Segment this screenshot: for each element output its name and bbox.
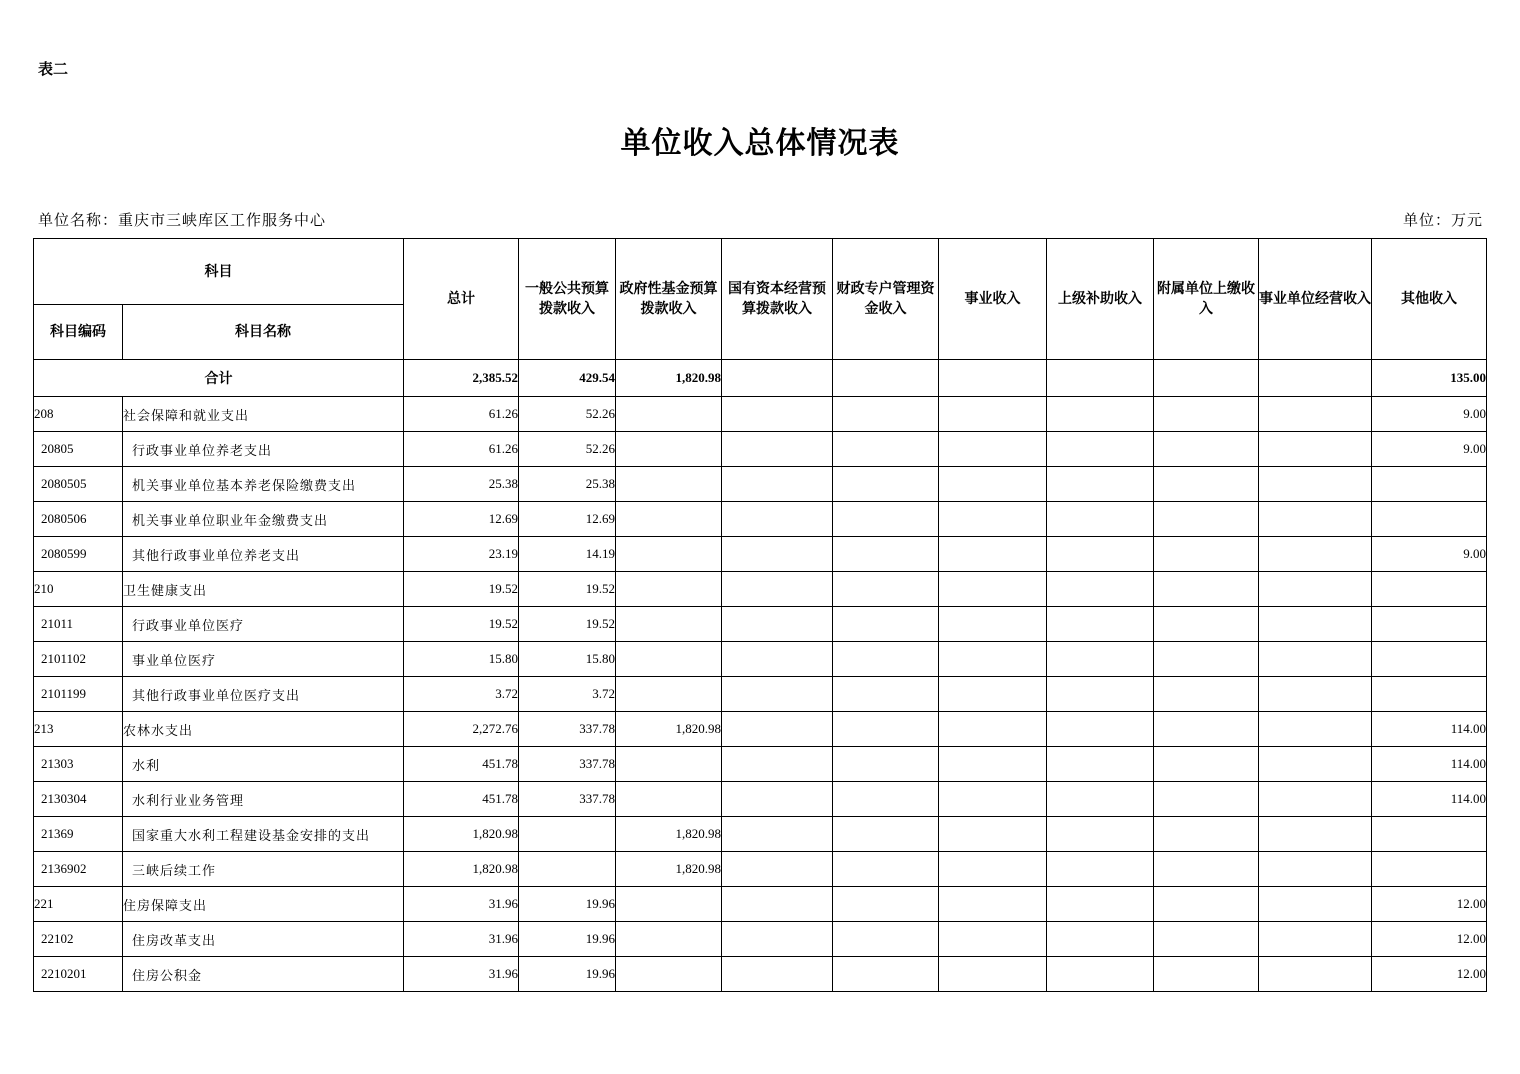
cell-other-income: 9.00 bbox=[1372, 432, 1487, 467]
cell-total: 3.72 bbox=[404, 677, 519, 712]
total-cell-gov-fund: 1,820.98 bbox=[616, 360, 722, 397]
cell-business-income bbox=[939, 677, 1047, 712]
subject-code-cell: 21011 bbox=[34, 607, 123, 642]
total-cell-state-capital bbox=[722, 360, 833, 397]
table-row bbox=[34, 537, 1487, 572]
unit-measure: 单位：万元 bbox=[1402, 211, 1483, 229]
table-row bbox=[34, 712, 1487, 747]
cell-affiliated-income bbox=[1154, 397, 1259, 432]
table-row bbox=[34, 467, 1487, 502]
cell-operating-income bbox=[1259, 537, 1372, 572]
cell-operating-income bbox=[1259, 817, 1372, 852]
cell-general-budget: 52.26 bbox=[519, 397, 616, 432]
cell-general-budget: 337.78 bbox=[519, 747, 616, 782]
cell-business-income bbox=[939, 642, 1047, 677]
cell-other-income: 9.00 bbox=[1372, 537, 1487, 572]
total-cell-other-income: 135.00 bbox=[1372, 360, 1487, 397]
cell-general-budget bbox=[519, 817, 616, 852]
cell-other-income bbox=[1372, 467, 1487, 502]
cell-business-income bbox=[939, 887, 1047, 922]
cell-affiliated-income bbox=[1154, 747, 1259, 782]
subject-code-cell: 208 bbox=[34, 397, 123, 432]
cell-operating-income bbox=[1259, 887, 1372, 922]
subject-code-cell: 2101102 bbox=[34, 642, 123, 677]
cell-other-income: 12.00 bbox=[1372, 957, 1487, 992]
cell-gov-fund bbox=[616, 887, 722, 922]
cell-state-capital bbox=[722, 817, 833, 852]
header-gov-fund: 政府性基金预算拨款收入 bbox=[616, 239, 722, 360]
cell-gov-fund bbox=[616, 467, 722, 502]
subject-code-cell: 2080506 bbox=[34, 502, 123, 537]
table-row bbox=[34, 572, 1487, 607]
subject-name-cell: 机关事业单位职业年金缴费支出 bbox=[123, 502, 404, 537]
cell-gov-fund bbox=[616, 397, 722, 432]
income-table bbox=[33, 238, 1487, 992]
cell-state-capital bbox=[722, 642, 833, 677]
total-cell-general-budget: 429.54 bbox=[519, 360, 616, 397]
subject-name-cell: 住房保障支出 bbox=[123, 887, 404, 922]
cell-affiliated-income bbox=[1154, 642, 1259, 677]
cell-affiliated-income bbox=[1154, 782, 1259, 817]
subject-code-cell: 221 bbox=[34, 887, 123, 922]
cell-superior-subsidy bbox=[1047, 922, 1154, 957]
cell-fiscal-special bbox=[833, 922, 939, 957]
cell-superior-subsidy bbox=[1047, 467, 1154, 502]
cell-state-capital bbox=[722, 537, 833, 572]
total-label: 合计 bbox=[34, 360, 404, 397]
subject-name-cell: 卫生健康支出 bbox=[123, 572, 404, 607]
subject-code-cell: 22102 bbox=[34, 922, 123, 957]
header-other-income: 其他收入 bbox=[1372, 239, 1487, 360]
cell-gov-fund bbox=[616, 747, 722, 782]
cell-other-income: 114.00 bbox=[1372, 782, 1487, 817]
cell-affiliated-income bbox=[1154, 887, 1259, 922]
cell-total: 451.78 bbox=[404, 782, 519, 817]
cell-state-capital bbox=[722, 852, 833, 887]
cell-gov-fund: 1,820.98 bbox=[616, 712, 722, 747]
total-cell-affiliated-income bbox=[1154, 360, 1259, 397]
cell-fiscal-special bbox=[833, 957, 939, 992]
header-affiliated-income: 附属单位上缴收入 bbox=[1154, 239, 1259, 360]
cell-state-capital bbox=[722, 467, 833, 502]
cell-business-income bbox=[939, 782, 1047, 817]
cell-affiliated-income bbox=[1154, 677, 1259, 712]
cell-state-capital bbox=[722, 607, 833, 642]
cell-operating-income bbox=[1259, 397, 1372, 432]
unit-name: 单位名称：重庆市三峡库区工作服务中心 bbox=[38, 211, 327, 229]
cell-fiscal-special bbox=[833, 747, 939, 782]
total-row bbox=[34, 360, 1487, 397]
cell-affiliated-income bbox=[1154, 572, 1259, 607]
cell-other-income bbox=[1372, 852, 1487, 887]
cell-total: 31.96 bbox=[404, 887, 519, 922]
cell-business-income bbox=[939, 712, 1047, 747]
table-row bbox=[34, 747, 1487, 782]
cell-gov-fund: 1,820.98 bbox=[616, 817, 722, 852]
cell-other-income bbox=[1372, 572, 1487, 607]
subject-name-cell: 机关事业单位基本养老保险缴费支出 bbox=[123, 467, 404, 502]
cell-gov-fund bbox=[616, 922, 722, 957]
cell-state-capital bbox=[722, 922, 833, 957]
cell-superior-subsidy bbox=[1047, 782, 1154, 817]
cell-operating-income bbox=[1259, 432, 1372, 467]
cell-other-income: 12.00 bbox=[1372, 887, 1487, 922]
page-title: 单位收入总体情况表 bbox=[620, 126, 900, 161]
cell-general-budget: 15.80 bbox=[519, 642, 616, 677]
cell-state-capital bbox=[722, 677, 833, 712]
cell-superior-subsidy bbox=[1047, 852, 1154, 887]
cell-business-income bbox=[939, 397, 1047, 432]
total-cell-business-income bbox=[939, 360, 1047, 397]
subject-code-cell: 21369 bbox=[34, 817, 123, 852]
cell-total: 61.26 bbox=[404, 432, 519, 467]
cell-gov-fund bbox=[616, 607, 722, 642]
cell-gov-fund bbox=[616, 537, 722, 572]
cell-fiscal-special bbox=[833, 817, 939, 852]
table-row bbox=[34, 852, 1487, 887]
header-general-budget: 一般公共预算拨款收入 bbox=[519, 239, 616, 360]
cell-operating-income bbox=[1259, 852, 1372, 887]
subject-name-cell: 水利 bbox=[123, 747, 404, 782]
subject-code-cell: 2080599 bbox=[34, 537, 123, 572]
cell-superior-subsidy bbox=[1047, 642, 1154, 677]
header-total: 总计 bbox=[404, 239, 519, 360]
header-subject: 科目 bbox=[34, 239, 404, 305]
cell-other-income: 114.00 bbox=[1372, 747, 1487, 782]
cell-general-budget: 3.72 bbox=[519, 677, 616, 712]
header-business-income: 事业收入 bbox=[939, 239, 1047, 360]
total-cell-superior-subsidy bbox=[1047, 360, 1154, 397]
cell-business-income bbox=[939, 747, 1047, 782]
subject-name-cell: 社会保障和就业支出 bbox=[123, 397, 404, 432]
subject-code-cell: 2080505 bbox=[34, 467, 123, 502]
subject-name-cell: 住房公积金 bbox=[123, 957, 404, 992]
cell-state-capital bbox=[722, 397, 833, 432]
table-label: 表二 bbox=[38, 60, 69, 78]
cell-affiliated-income bbox=[1154, 537, 1259, 572]
header-state-capital: 国有资本经营预算拨款收入 bbox=[722, 239, 833, 360]
subject-name-cell: 农林水支出 bbox=[123, 712, 404, 747]
cell-fiscal-special bbox=[833, 782, 939, 817]
table-row bbox=[34, 817, 1487, 852]
header-superior-subsidy: 上级补助收入 bbox=[1047, 239, 1154, 360]
subject-name-cell: 行政事业单位养老支出 bbox=[123, 432, 404, 467]
cell-gov-fund bbox=[616, 677, 722, 712]
cell-business-income bbox=[939, 537, 1047, 572]
subject-code-cell: 2130304 bbox=[34, 782, 123, 817]
cell-state-capital bbox=[722, 782, 833, 817]
cell-total: 23.19 bbox=[404, 537, 519, 572]
header-subject-name: 科目名称 bbox=[123, 305, 404, 360]
cell-affiliated-income bbox=[1154, 957, 1259, 992]
cell-state-capital bbox=[722, 957, 833, 992]
cell-total: 19.52 bbox=[404, 607, 519, 642]
cell-general-budget: 337.78 bbox=[519, 782, 616, 817]
cell-total: 1,820.98 bbox=[404, 817, 519, 852]
cell-operating-income bbox=[1259, 957, 1372, 992]
cell-state-capital bbox=[722, 502, 833, 537]
table-row bbox=[34, 642, 1487, 677]
cell-business-income bbox=[939, 852, 1047, 887]
cell-other-income: 114.00 bbox=[1372, 712, 1487, 747]
header-subject-code: 科目编码 bbox=[34, 305, 123, 360]
cell-general-budget: 12.69 bbox=[519, 502, 616, 537]
cell-operating-income bbox=[1259, 642, 1372, 677]
cell-fiscal-special bbox=[833, 677, 939, 712]
subject-code-cell: 21303 bbox=[34, 747, 123, 782]
subject-name-cell: 其他行政事业单位养老支出 bbox=[123, 537, 404, 572]
cell-other-income bbox=[1372, 607, 1487, 642]
cell-affiliated-income bbox=[1154, 607, 1259, 642]
cell-general-budget: 52.26 bbox=[519, 432, 616, 467]
cell-total: 12.69 bbox=[404, 502, 519, 537]
subject-code-cell: 2136902 bbox=[34, 852, 123, 887]
table-row bbox=[34, 922, 1487, 957]
cell-total: 19.52 bbox=[404, 572, 519, 607]
cell-business-income bbox=[939, 957, 1047, 992]
cell-total: 2,272.76 bbox=[404, 712, 519, 747]
subject-name-cell: 三峡后续工作 bbox=[123, 852, 404, 887]
cell-affiliated-income bbox=[1154, 817, 1259, 852]
cell-total: 31.96 bbox=[404, 957, 519, 992]
cell-other-income bbox=[1372, 817, 1487, 852]
cell-other-income bbox=[1372, 642, 1487, 677]
cell-fiscal-special bbox=[833, 572, 939, 607]
subject-name-cell: 行政事业单位医疗 bbox=[123, 607, 404, 642]
cell-operating-income bbox=[1259, 467, 1372, 502]
cell-operating-income bbox=[1259, 747, 1372, 782]
cell-fiscal-special bbox=[833, 432, 939, 467]
cell-total: 61.26 bbox=[404, 397, 519, 432]
cell-state-capital bbox=[722, 887, 833, 922]
cell-operating-income bbox=[1259, 502, 1372, 537]
cell-gov-fund: 1,820.98 bbox=[616, 852, 722, 887]
subject-name-cell: 住房改革支出 bbox=[123, 922, 404, 957]
cell-gov-fund bbox=[616, 572, 722, 607]
cell-general-budget: 14.19 bbox=[519, 537, 616, 572]
cell-superior-subsidy bbox=[1047, 747, 1154, 782]
table-row bbox=[34, 432, 1487, 467]
cell-affiliated-income bbox=[1154, 922, 1259, 957]
cell-general-budget: 19.52 bbox=[519, 607, 616, 642]
header-operating-income: 事业单位经营收入 bbox=[1259, 239, 1372, 360]
cell-affiliated-income bbox=[1154, 467, 1259, 502]
cell-business-income bbox=[939, 817, 1047, 852]
cell-state-capital bbox=[722, 432, 833, 467]
cell-business-income bbox=[939, 572, 1047, 607]
cell-fiscal-special bbox=[833, 887, 939, 922]
table-row bbox=[34, 887, 1487, 922]
cell-state-capital bbox=[722, 572, 833, 607]
cell-operating-income bbox=[1259, 607, 1372, 642]
cell-state-capital bbox=[722, 747, 833, 782]
cell-other-income bbox=[1372, 677, 1487, 712]
cell-general-budget bbox=[519, 852, 616, 887]
cell-other-income: 12.00 bbox=[1372, 922, 1487, 957]
cell-fiscal-special bbox=[833, 467, 939, 502]
cell-gov-fund bbox=[616, 642, 722, 677]
cell-operating-income bbox=[1259, 782, 1372, 817]
cell-general-budget: 19.96 bbox=[519, 922, 616, 957]
cell-total: 1,820.98 bbox=[404, 852, 519, 887]
cell-superior-subsidy bbox=[1047, 572, 1154, 607]
cell-fiscal-special bbox=[833, 537, 939, 572]
cell-fiscal-special bbox=[833, 712, 939, 747]
cell-superior-subsidy bbox=[1047, 432, 1154, 467]
cell-business-income bbox=[939, 467, 1047, 502]
cell-fiscal-special bbox=[833, 642, 939, 677]
total-cell-fiscal-special bbox=[833, 360, 939, 397]
subject-code-cell: 2210201 bbox=[34, 957, 123, 992]
table-row bbox=[34, 607, 1487, 642]
cell-gov-fund bbox=[616, 957, 722, 992]
cell-superior-subsidy bbox=[1047, 887, 1154, 922]
cell-superior-subsidy bbox=[1047, 712, 1154, 747]
cell-other-income: 9.00 bbox=[1372, 397, 1487, 432]
cell-business-income bbox=[939, 502, 1047, 537]
cell-superior-subsidy bbox=[1047, 537, 1154, 572]
cell-general-budget: 25.38 bbox=[519, 467, 616, 502]
table-row bbox=[34, 502, 1487, 537]
cell-operating-income bbox=[1259, 677, 1372, 712]
subject-code-cell: 213 bbox=[34, 712, 123, 747]
cell-operating-income bbox=[1259, 712, 1372, 747]
subject-name-cell: 其他行政事业单位医疗支出 bbox=[123, 677, 404, 712]
subject-code-cell: 20805 bbox=[34, 432, 123, 467]
cell-total: 25.38 bbox=[404, 467, 519, 502]
cell-fiscal-special bbox=[833, 852, 939, 887]
cell-general-budget: 19.52 bbox=[519, 572, 616, 607]
cell-superior-subsidy bbox=[1047, 817, 1154, 852]
cell-other-income bbox=[1372, 502, 1487, 537]
cell-business-income bbox=[939, 607, 1047, 642]
subject-code-cell: 210 bbox=[34, 572, 123, 607]
cell-general-budget: 337.78 bbox=[519, 712, 616, 747]
cell-superior-subsidy bbox=[1047, 502, 1154, 537]
cell-business-income bbox=[939, 922, 1047, 957]
subject-name-cell: 事业单位医疗 bbox=[123, 642, 404, 677]
cell-fiscal-special bbox=[833, 502, 939, 537]
cell-superior-subsidy bbox=[1047, 677, 1154, 712]
cell-fiscal-special bbox=[833, 397, 939, 432]
cell-affiliated-income bbox=[1154, 712, 1259, 747]
table-row bbox=[34, 957, 1487, 992]
cell-total: 31.96 bbox=[404, 922, 519, 957]
cell-fiscal-special bbox=[833, 607, 939, 642]
header-fiscal-special: 财政专户管理资金收入 bbox=[833, 239, 939, 360]
cell-superior-subsidy bbox=[1047, 957, 1154, 992]
table-row bbox=[34, 782, 1487, 817]
cell-operating-income bbox=[1259, 922, 1372, 957]
cell-gov-fund bbox=[616, 782, 722, 817]
table-row bbox=[34, 397, 1487, 432]
total-cell-total: 2,385.52 bbox=[404, 360, 519, 397]
cell-total: 451.78 bbox=[404, 747, 519, 782]
cell-business-income bbox=[939, 432, 1047, 467]
cell-general-budget: 19.96 bbox=[519, 887, 616, 922]
cell-general-budget: 19.96 bbox=[519, 957, 616, 992]
cell-affiliated-income bbox=[1154, 852, 1259, 887]
cell-state-capital bbox=[722, 712, 833, 747]
table-row bbox=[34, 677, 1487, 712]
cell-affiliated-income bbox=[1154, 432, 1259, 467]
cell-superior-subsidy bbox=[1047, 397, 1154, 432]
subject-name-cell: 国家重大水利工程建设基金安排的支出 bbox=[123, 817, 404, 852]
cell-affiliated-income bbox=[1154, 502, 1259, 537]
cell-gov-fund bbox=[616, 432, 722, 467]
subject-name-cell: 水利行业业务管理 bbox=[123, 782, 404, 817]
cell-operating-income bbox=[1259, 572, 1372, 607]
cell-gov-fund bbox=[616, 502, 722, 537]
cell-total: 15.80 bbox=[404, 642, 519, 677]
cell-superior-subsidy bbox=[1047, 607, 1154, 642]
subject-code-cell: 2101199 bbox=[34, 677, 123, 712]
total-cell-operating-income bbox=[1259, 360, 1372, 397]
